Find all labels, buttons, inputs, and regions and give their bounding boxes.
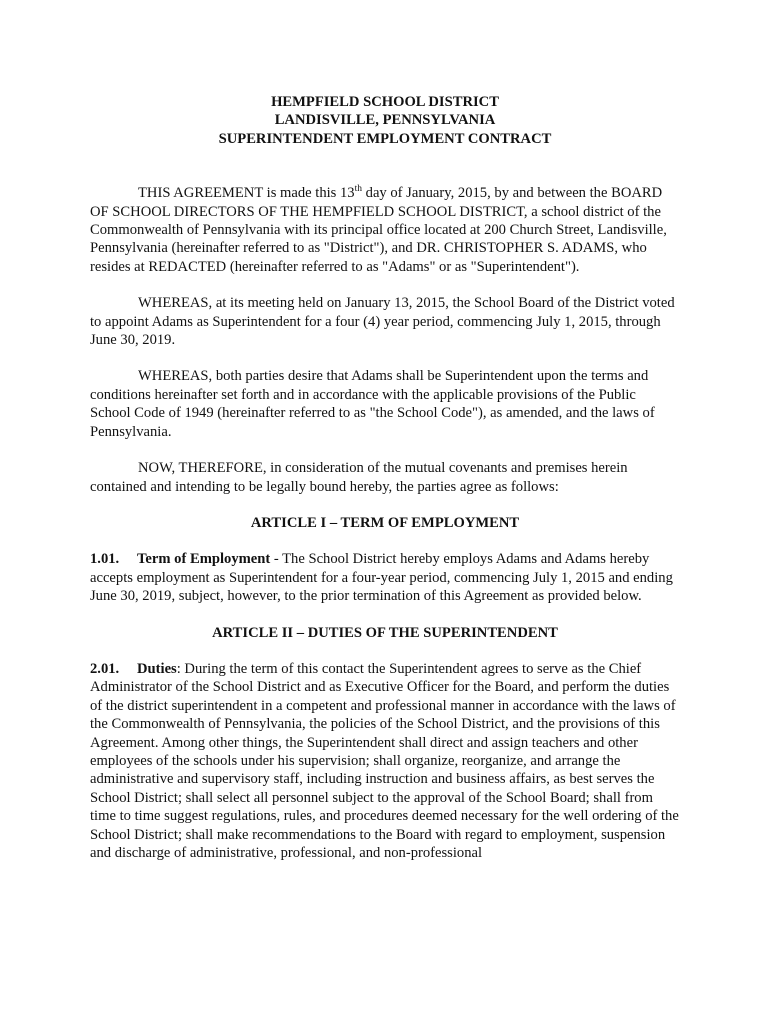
now-therefore-paragraph: NOW, THEREFORE, in consideration of the mutual covenants and premises herein contained and intending to be legally bound hereby, the parties agree as follows: [90, 460, 628, 495]
whereas-paragraph-1: WHEREAS, at its meeting held on January 13, 2015, the School Board of the District voted to appoint Adams as Superintendent for a four (4) year period, commencing July 1, 2015, through June 30, 2019. [90, 295, 675, 349]
article-1-heading: ARTICLE I – TERM OF EMPLOYMENT [250, 514, 520, 531]
contract-title: SUPERINTENDENT EMPLOYMENT CONTRACT [218, 130, 552, 147]
section-title: Term of Employment [137, 551, 271, 568]
section-1-01 [90, 550, 680, 605]
district-name: HEMPFIELD SCHOOL DISTRICT [271, 94, 499, 110]
whereas-paragraph-2: WHEREAS, both parties desire that Adams shall be Superintendent upon the terms and conditions hereinafter set forth and in accordance with the applicable provisions of the Public School Code of 1949 (hereinafter referred to as "the School Code"), as amended, and the laws of Pennsylvania. [90, 368, 655, 440]
document-header [90, 93, 680, 148]
district-location: LANDISVILLE, PENNSYLVANIA [274, 112, 496, 129]
section-title: Duties [137, 660, 177, 677]
article-2-heading: ARTICLE II – DUTIES OF THE SUPERINTENDENT [212, 624, 558, 641]
section-text: - The School District hereby employs Adams and Adams hereby accepts employment as Superintendent for a four-year period, commencing July 1, 2015 and ending June 30, 2019, subject, however, to the prior termination of this Agreement as provided below. [90, 551, 673, 605]
section-text: : During the term of this contact the Superintendent agrees to serve as the Chief Administrator of the School District and as Executive Officer for the Board, and perform the duties of the district superintendent in a competent and professional manner in accordance with the laws of the Commonwealth of Pennsylvania, the policies of the School District, and the provisions of this Agreement. Among other things, the Superintendent shall direct and assign teachers and other employees of the schools under his supervision; shall organize, reorganize, and arrange the administrative and supervisory staff, including instruction and business affairs, as best serves the School District; shall select all personnel subject to the approval of the School Board; shall from time to time suggest regulations, rules, and procedures deemed necessary for the well ordering of the School District; shall make recommendations to the Board with regard to employment, suspension and discharge of administrative, professional, and non-professional [90, 660, 679, 861]
intro-text-start: THIS AGREEMENT is made this 13 [138, 185, 355, 202]
ordinal-suffix: th [354, 184, 362, 195]
section-2-01 [90, 660, 680, 862]
intro-text-end: day of January, 2015, by and between the BOARD OF SCHOOL DIRECTORS OF THE HEMPFIELD SCHOOL DISTRICT, a school district of the Commonwealth of Pennsylvania with its principal office located at 200 Church Street, Landisville, Pennsylvania (hereinafter referred to as "District"), and DR. CHRISTOPHER S. ADAMS, who resides at REDACTED (hereinafter referred to as "Adams" or as "Superintendent"). [90, 185, 667, 275]
section-number: 2.01. [90, 660, 120, 677]
section-number: 1.01. [90, 551, 120, 568]
intro-paragraph [90, 184, 680, 276]
document-page [90, 93, 680, 862]
